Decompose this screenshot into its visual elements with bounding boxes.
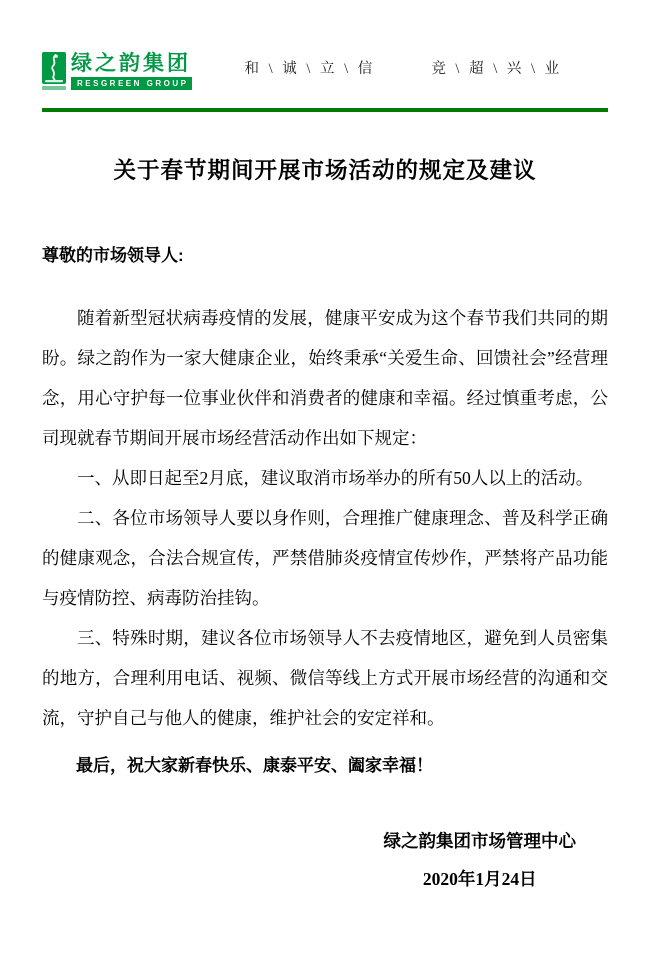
salutation: 尊敬的市场领导人: xyxy=(42,246,184,265)
resgreen-figure-icon xyxy=(42,52,66,90)
document-title: 关于春节期间开展市场活动的规定及建议 xyxy=(113,158,537,183)
paragraph-rule-2: 二、各位市场领导人要以身作则，合理推广健康理念、普及科学正确的健康观念，合法合规宣传，严禁借肺炎疫情宣传炒作，严禁将产品功能与疫情防控、病毒防治挂钩。 xyxy=(42,508,608,608)
signature-department: 绿之韵集团市场管理中心 xyxy=(383,831,576,851)
letterhead xyxy=(42,0,608,90)
logo-wordmark-cn: 绿之韵集团 xyxy=(71,52,191,75)
paragraph-rule-3: 三、特殊时期，建议各位市场领导人不去疫情地区，避免到人员密集的地方，合理利用电话、视频、微信等线上方式开展市场经营的沟通和交流，守护自己与他人的健康，维护社会的安定祥和。 xyxy=(42,628,608,728)
company-logo xyxy=(42,52,192,90)
document-body xyxy=(42,298,608,738)
paragraph-rule-1: 一、从即日起至2月底，建议取消市场举办的所有50人以上的活动。 xyxy=(77,468,594,488)
paragraph-intro: 随着新型冠状病毒疫情的发展，健康平安成为这个春节我们共同的期盼。绿之韵作为一家大健康企业，始终秉承“关爱生命、回馈社会”经营理念，用心守护每一位事业伙伴和消费者的健康和幸福。经过慎重考虑，公司现就春节期间开展市场经营活动作出如下规定： xyxy=(42,308,608,448)
slogan-left: 和 \ 诚 \ 立 \ 信 xyxy=(244,60,376,77)
company-slogans xyxy=(244,57,562,86)
logo-wordmark-en: RESGREEN GROUP xyxy=(71,77,192,90)
header-divider-rule xyxy=(42,108,608,112)
slogan-right: 竞 \ 超 \ 兴 \ 业 xyxy=(431,60,563,77)
signature-inner xyxy=(384,822,577,898)
signature-date: 2020年1月24日 xyxy=(422,869,537,889)
signature-block xyxy=(42,822,608,898)
logo-text xyxy=(71,53,192,90)
closing-wish: 最后，祝大家新春快乐、康泰平安、阖家幸福！ xyxy=(76,756,433,775)
